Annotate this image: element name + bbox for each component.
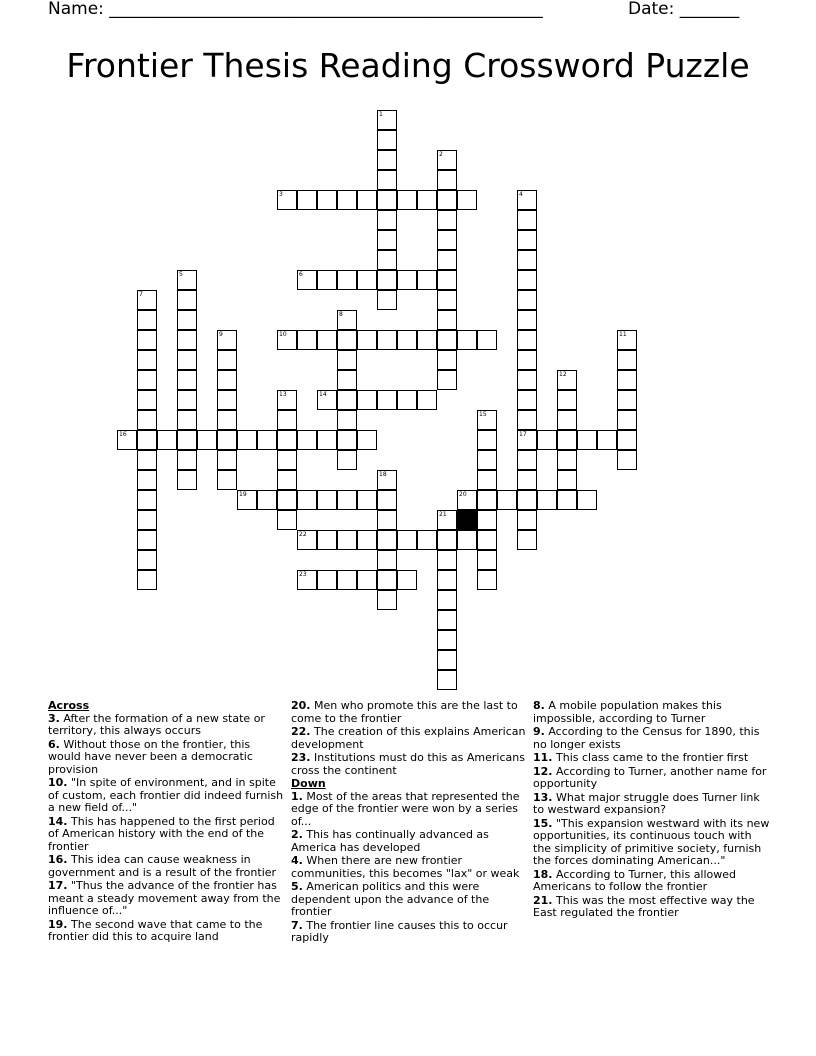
grid-cell[interactable]: [277, 470, 297, 490]
clue-down: 4. When there are new frontier communities, this becomes "lax" or weak: [291, 854, 520, 880]
clue-number: 23: [299, 571, 307, 578]
grid-cell[interactable]: [437, 150, 457, 170]
clue-number: 3: [279, 191, 283, 198]
grid-cell[interactable]: [317, 190, 337, 210]
grid-cell[interactable]: [297, 430, 317, 450]
clue-across: 10. "In spite of environment, and in spite of custom, each frontier did indeed furnish a new field of...": [48, 776, 284, 814]
clue-number: 22: [299, 531, 307, 538]
grid-cell[interactable]: [557, 430, 577, 450]
clue-down: 13. What major struggle does Turner link to westward expansion?: [533, 790, 760, 816]
grid-cell[interactable]: [557, 490, 577, 510]
grid-cell[interactable]: [437, 670, 457, 690]
clue-down: 8. A mobile population makes this impossible, according to Turner: [533, 699, 722, 725]
grid-cell[interactable]: [397, 390, 417, 410]
grid-cell[interactable]: [517, 530, 537, 550]
grid-cell[interactable]: [357, 390, 377, 410]
grid-cell[interactable]: [517, 350, 537, 370]
clue-number: 16: [119, 431, 127, 438]
down-heading: Down: [291, 777, 326, 790]
grid-cell[interactable]: [297, 570, 317, 590]
grid-cell[interactable]: [297, 190, 317, 210]
grid-cell[interactable]: [417, 270, 437, 290]
clue-number: 13: [279, 391, 287, 398]
clue-number: 7: [139, 291, 143, 298]
name-field-label: Name: ___________________________________________________: [48, 0, 543, 19]
grid-cell[interactable]: [437, 190, 457, 210]
clue-number: 2: [439, 151, 443, 158]
grid-cell[interactable]: [377, 170, 397, 190]
grid-cell[interactable]: [257, 430, 277, 450]
grid-cell[interactable]: [337, 490, 357, 510]
grid-cell[interactable]: [397, 530, 417, 550]
grid-cell[interactable]: [337, 570, 357, 590]
grid-cell[interactable]: [177, 470, 197, 490]
grid-cell[interactable]: [437, 170, 457, 190]
grid-cell[interactable]: [377, 550, 397, 570]
grid-cell[interactable]: [337, 370, 357, 390]
grid-cell[interactable]: [137, 470, 157, 490]
grid-cell[interactable]: [177, 290, 197, 310]
grid-cell[interactable]: [277, 450, 297, 470]
grid-cell[interactable]: [617, 410, 637, 430]
grid-cell[interactable]: [437, 250, 457, 270]
grid-cell[interactable]: [177, 350, 197, 370]
grid-cell[interactable]: [377, 490, 397, 510]
clue-number: 19: [239, 491, 247, 498]
grid-cell[interactable]: [477, 510, 497, 530]
clue-down: 1. Most of the areas that represented the edge of the frontier were won by a series of...: [291, 789, 520, 828]
grid-cell[interactable]: [517, 330, 537, 350]
grid-cell[interactable]: [217, 330, 237, 350]
grid-cell[interactable]: [537, 430, 557, 450]
grid-cell[interactable]: [397, 570, 417, 590]
grid-cell[interactable]: [437, 530, 457, 550]
grid-cell[interactable]: [277, 430, 297, 450]
grid-cell[interactable]: [297, 490, 317, 510]
grid-cell[interactable]: [397, 270, 417, 290]
grid-cell[interactable]: [217, 370, 237, 390]
grid-cell[interactable]: [377, 150, 397, 170]
grid-cell[interactable]: [517, 430, 537, 450]
grid-cell[interactable]: [517, 250, 537, 270]
grid-cell[interactable]: [617, 450, 637, 470]
grid-cell[interactable]: [377, 110, 397, 130]
grid-cell[interactable]: [417, 330, 437, 350]
grid-cell[interactable]: [337, 330, 357, 350]
date-field-label: Date: _______: [628, 0, 740, 19]
grid-cell[interactable]: [577, 430, 597, 450]
grid-cell[interactable]: [517, 450, 537, 470]
across-heading: Across: [48, 699, 90, 712]
grid-cell[interactable]: [617, 350, 637, 370]
grid-cell[interactable]: [337, 270, 357, 290]
grid-cell[interactable]: [477, 450, 497, 470]
grid-cell[interactable]: [437, 210, 457, 230]
grid-cell[interactable]: [297, 530, 317, 550]
clue-number: 15: [479, 411, 487, 418]
grid-cell[interactable]: [437, 610, 457, 630]
grid-cell[interactable]: [217, 410, 237, 430]
grid-cell[interactable]: [557, 410, 577, 430]
grid-cell[interactable]: [377, 190, 397, 210]
grid-cell[interactable]: [317, 330, 337, 350]
grid-cell[interactable]: [137, 490, 157, 510]
clue-down: 15. "This expansion westward with its new opportunities, its continuous touch with the simplicity of primitive society, furnish the forces dominating American...": [533, 816, 770, 867]
grid-cell[interactable]: [437, 270, 457, 290]
clues-column-1: [48, 700, 286, 945]
grid-cell[interactable]: [537, 490, 557, 510]
grid-cell[interactable]: [357, 330, 377, 350]
grid-cell[interactable]: [437, 330, 457, 350]
clue-number: 14: [319, 391, 327, 398]
clue-across: 14. This has happened to the first period of American history with the end of the frontier: [48, 814, 275, 853]
grid-cell[interactable]: [337, 390, 357, 410]
grid-cell[interactable]: [257, 490, 277, 510]
grid-cell[interactable]: [557, 370, 577, 390]
grid-cell[interactable]: [217, 470, 237, 490]
grid-cell[interactable]: [417, 390, 437, 410]
clue-number: 5: [179, 271, 183, 278]
clue-across: 22. The creation of this explains American development: [291, 725, 526, 751]
grid-cell[interactable]: [557, 390, 577, 410]
grid-cell[interactable]: [617, 430, 637, 450]
grid-cell[interactable]: [377, 510, 397, 530]
grid-cell[interactable]: [477, 550, 497, 570]
grid-cell[interactable]: [397, 330, 417, 350]
clue-number: 1: [379, 111, 383, 118]
clue-down: 21. This was the most effective way the East regulated the frontier: [533, 893, 755, 919]
grid-cell[interactable]: [177, 430, 197, 450]
grid-cell[interactable]: [337, 410, 357, 430]
grid-cell[interactable]: [517, 490, 537, 510]
clue-number: 6: [299, 271, 303, 278]
grid-cell[interactable]: [237, 430, 257, 450]
grid-cell[interactable]: [577, 490, 597, 510]
grid-cell[interactable]: [177, 310, 197, 330]
clue-down: 7. The frontier line causes this to occur rapidly: [291, 918, 508, 944]
grid-cell[interactable]: [137, 290, 157, 310]
clue-across: 6. Without those on the frontier, this would have never been a democratic provision: [48, 737, 253, 776]
grid-cell[interactable]: [477, 490, 497, 510]
grid-cell[interactable]: [337, 190, 357, 210]
grid-cell[interactable]: [557, 450, 577, 470]
grid-cell[interactable]: [477, 410, 497, 430]
grid-cell[interactable]: [377, 570, 397, 590]
grid-cell[interactable]: [437, 290, 457, 310]
grid-cell[interactable]: [277, 490, 297, 510]
grid-cell[interactable]: [377, 290, 397, 310]
grid-cell[interactable]: [437, 350, 457, 370]
grid-cell[interactable]: [437, 570, 457, 590]
clue-across: 17. "Thus the advance of the frontier has meant a steady movement away from the influence of...": [48, 879, 281, 917]
grid-cell[interactable]: [177, 270, 197, 290]
clue-down: 5. American politics and this were dependent upon the advance of the frontier: [291, 880, 490, 918]
grid-cell[interactable]: [177, 410, 197, 430]
grid-cell[interactable]: [377, 270, 397, 290]
grid-cell[interactable]: [337, 310, 357, 330]
grid-cell[interactable]: [517, 310, 537, 330]
grid-cell[interactable]: [277, 410, 297, 430]
grid-cell[interactable]: [377, 590, 397, 610]
clue-down: 2. This has continually advanced as America has developed: [291, 828, 489, 854]
clue-number: 4: [519, 191, 523, 198]
grid-cell[interactable]: [377, 230, 397, 250]
grid-cell[interactable]: [217, 430, 237, 450]
grid-cell[interactable]: [617, 330, 637, 350]
grid-cell[interactable]: [137, 330, 157, 350]
grid-cell[interactable]: [137, 450, 157, 470]
clue-across: 19. The second wave that came to the frontier did this to acquire land: [48, 917, 263, 943]
grid-cell[interactable]: [277, 390, 297, 410]
grid-cell[interactable]: [557, 470, 577, 490]
grid-cell[interactable]: [377, 470, 397, 490]
grid-cell[interactable]: [357, 430, 377, 450]
grid-cell[interactable]: [417, 530, 437, 550]
grid-cell[interactable]: [357, 190, 377, 210]
grid-cell[interactable]: [377, 130, 397, 150]
grid-cell[interactable]: [457, 330, 477, 350]
clue-number: 18: [379, 471, 387, 478]
grid-cell[interactable]: [517, 410, 537, 430]
grid-cell[interactable]: [357, 490, 377, 510]
grid-cell[interactable]: [517, 190, 537, 210]
clues-column-3: [533, 700, 771, 921]
grid-cell[interactable]: [517, 370, 537, 390]
grid-cell[interactable]: [517, 290, 537, 310]
grid-cell[interactable]: [117, 430, 137, 450]
grid-cell[interactable]: [297, 270, 317, 290]
grid-cell[interactable]: [437, 650, 457, 670]
grid-cell[interactable]: [377, 210, 397, 230]
clue-number: 8: [339, 311, 343, 318]
grid-cell[interactable]: [217, 450, 237, 470]
grid-cell[interactable]: [477, 430, 497, 450]
grid-cell[interactable]: [137, 530, 157, 550]
clue-across: 20. Men who promote this are the last to come to the frontier: [291, 699, 518, 725]
grid-cell[interactable]: [437, 230, 457, 250]
grid-cell[interactable]: [177, 370, 197, 390]
clue-down: 11. This class came to the frontier first: [533, 751, 749, 764]
grid-cell[interactable]: [617, 370, 637, 390]
clue-number: 11: [619, 331, 627, 338]
grid-cell[interactable]: [437, 630, 457, 650]
grid-cell[interactable]: [457, 190, 477, 210]
clue-across: 16. This idea can cause weakness in government and is a result of the frontier: [48, 853, 277, 879]
clues-column-2: [291, 700, 529, 946]
grid-cell[interactable]: [177, 450, 197, 470]
grid-cell[interactable]: [277, 330, 297, 350]
grid-cell[interactable]: [217, 390, 237, 410]
clue-down: 12. According to Turner, another name for opportunity: [533, 764, 767, 790]
grid-cell[interactable]: [617, 390, 637, 410]
grid-cell[interactable]: [357, 530, 377, 550]
grid-cell[interactable]: [597, 430, 617, 450]
grid-cell[interactable]: [477, 470, 497, 490]
clue-down: 18. According to Turner, this allowed Americans to follow the frontier: [533, 867, 737, 893]
grid-cell[interactable]: [137, 570, 157, 590]
clue-number: 20: [459, 491, 467, 498]
grid-cell[interactable]: [217, 350, 237, 370]
grid-cell[interactable]: [317, 530, 337, 550]
grid-cell[interactable]: [137, 350, 157, 370]
grid-cell[interactable]: [337, 530, 357, 550]
grid-cell[interactable]: [437, 550, 457, 570]
grid-cell[interactable]: [517, 230, 537, 250]
grid-cell[interactable]: [317, 270, 337, 290]
grid-cell[interactable]: [417, 190, 437, 210]
clue-across: 3. After the formation of a new state or territory, this always occurs: [48, 711, 265, 737]
grid-cell[interactable]: [137, 550, 157, 570]
grid-cell[interactable]: [377, 330, 397, 350]
grid-cell[interactable]: [337, 430, 357, 450]
grid-cell[interactable]: [137, 310, 157, 330]
grid-cell[interactable]: [297, 330, 317, 350]
grid-cell[interactable]: [237, 490, 257, 510]
grid-cell[interactable]: [177, 330, 197, 350]
grid-cell[interactable]: [317, 430, 337, 450]
grid-cell[interactable]: [277, 510, 297, 530]
grid-cell[interactable]: [517, 270, 537, 290]
grid-cell[interactable]: [457, 490, 477, 510]
grid-cell[interactable]: [337, 450, 357, 470]
clue-number: 9: [219, 331, 223, 338]
grid-cell[interactable]: [477, 530, 497, 550]
grid-cell[interactable]: [437, 370, 457, 390]
clue-number: 21: [439, 511, 447, 518]
page-title: Frontier Thesis Reading Crossword Puzzle: [66, 46, 750, 85]
grid-cell[interactable]: [517, 510, 537, 530]
grid-cell[interactable]: [477, 330, 497, 350]
grid-cell[interactable]: [337, 350, 357, 370]
clue-number: 12: [559, 371, 567, 378]
clue-down: 9. According to the Census for 1890, this no longer exists: [533, 725, 760, 751]
grid-cell[interactable]: [377, 530, 397, 550]
grid-cell[interactable]: [517, 470, 537, 490]
grid-cell[interactable]: [317, 490, 337, 510]
grid-cell[interactable]: [357, 270, 377, 290]
grid-cell[interactable]: [197, 430, 217, 450]
grid-cell[interactable]: [137, 410, 157, 430]
grid-cell[interactable]: [377, 390, 397, 410]
grid-block: [457, 510, 477, 530]
grid-cell[interactable]: [437, 310, 457, 330]
grid-cell[interactable]: [177, 390, 197, 410]
grid-cell[interactable]: [377, 250, 397, 270]
grid-cell[interactable]: [397, 190, 417, 210]
grid-cell[interactable]: [357, 570, 377, 590]
grid-cell[interactable]: [137, 390, 157, 410]
grid-cell[interactable]: [517, 390, 537, 410]
grid-cell[interactable]: [137, 510, 157, 530]
grid-cell[interactable]: [517, 210, 537, 230]
grid-cell[interactable]: [317, 570, 337, 590]
grid-cell[interactable]: [157, 430, 177, 450]
grid-cell[interactable]: [477, 570, 497, 590]
grid-cell[interactable]: [317, 390, 337, 410]
grid-cell[interactable]: [277, 190, 297, 210]
clue-across: 23. Institutions must do this as Americans cross the continent: [291, 751, 525, 777]
grid-cell[interactable]: [437, 590, 457, 610]
grid-cell[interactable]: [137, 370, 157, 390]
clue-number: 10: [279, 331, 287, 338]
clue-number: 17: [519, 431, 527, 438]
grid-cell[interactable]: [437, 510, 457, 530]
grid-cell[interactable]: [457, 530, 477, 550]
grid-cell[interactable]: [497, 490, 517, 510]
grid-cell[interactable]: [137, 430, 157, 450]
